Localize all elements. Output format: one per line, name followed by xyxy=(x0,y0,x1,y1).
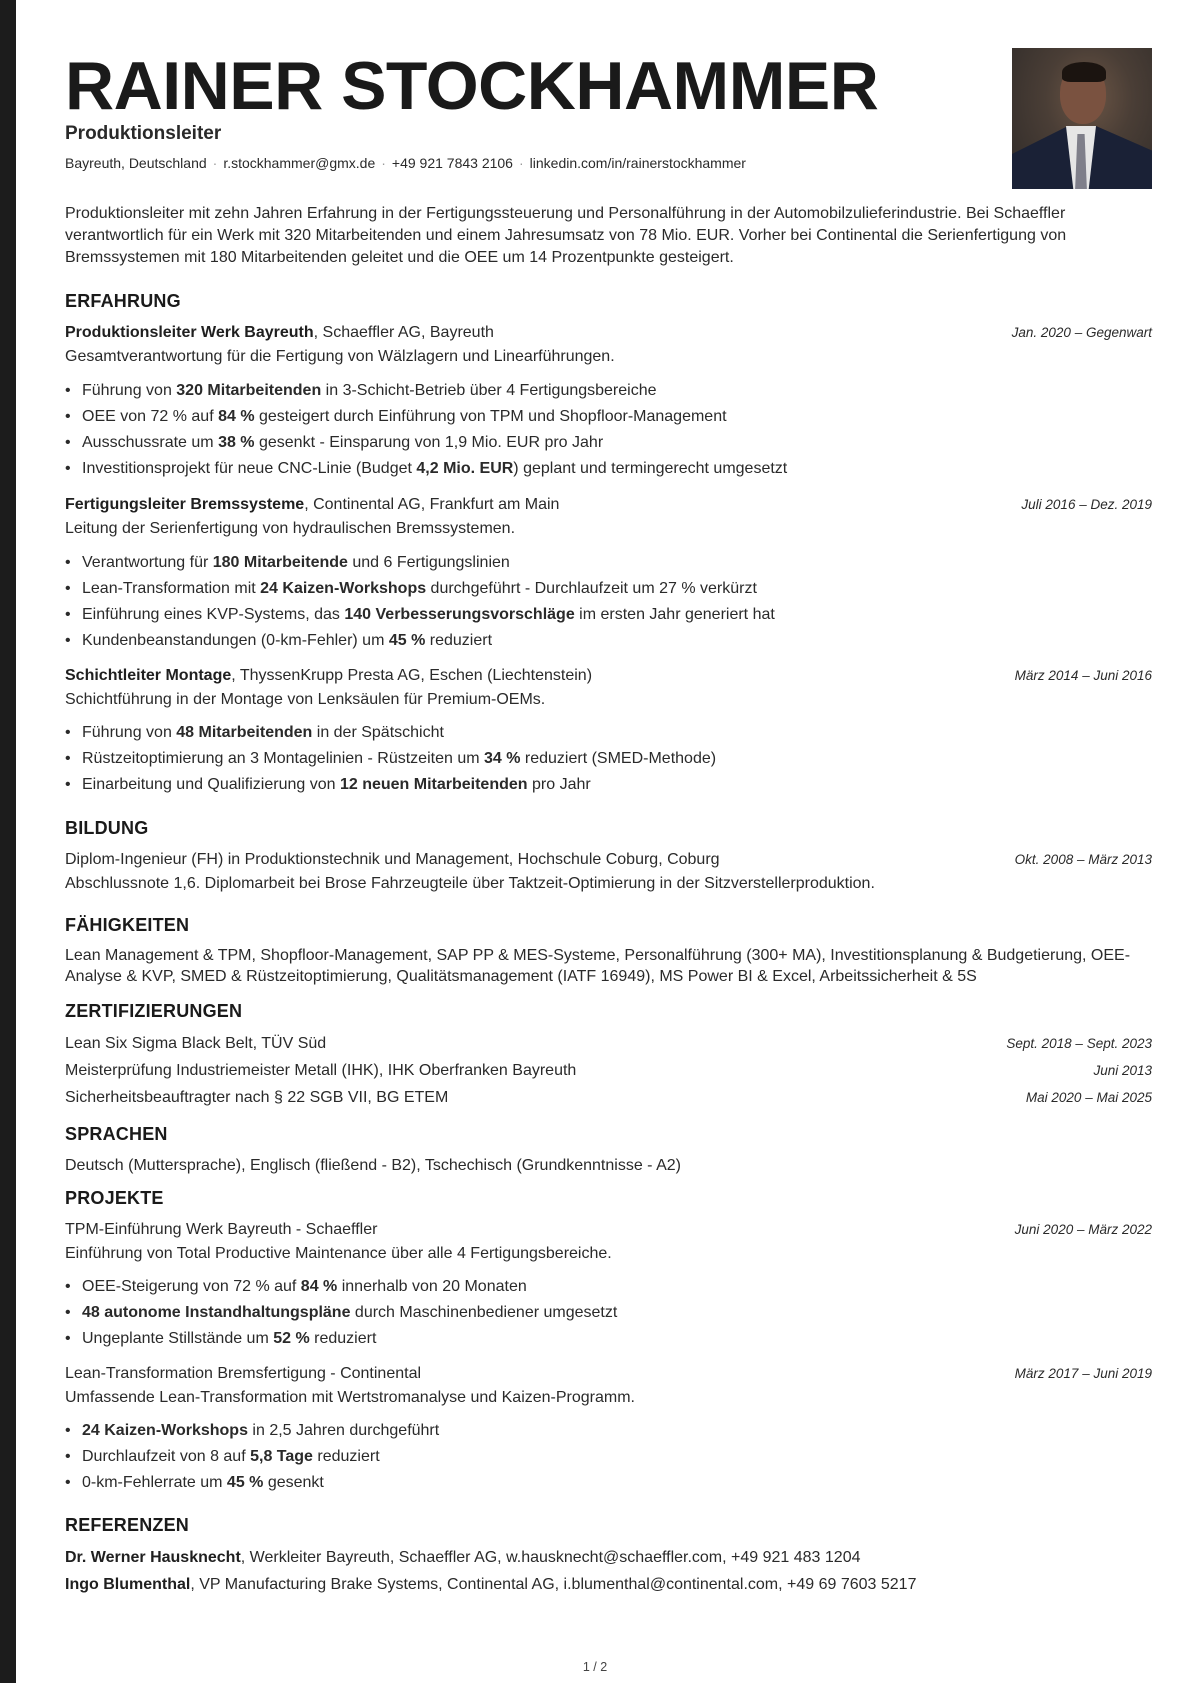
job-heading xyxy=(65,494,1152,516)
education-dates: Okt. 2008 – März 2013 xyxy=(1014,852,1152,867)
job-description: Schichtführung in der Montage von Lenksäulen für Premium-OEMs. xyxy=(65,691,546,708)
job-bullet: • Ausschussrate um 38 % gesenkt - Einsparung von 1,9 Mio. EUR pro Jahr xyxy=(82,432,603,454)
section-title-certifications: ZERTIFIZIERUNGEN xyxy=(65,1001,243,1021)
job-bullet: • OEE von 72 % auf 84 % gesteigert durch Einführung von TPM und Shopfloor-Management xyxy=(82,406,727,428)
job-heading xyxy=(65,665,1152,687)
project-bullet: • 0-km-Fehlerrate um 45 % gesenkt xyxy=(82,1472,324,1494)
job-bullet: • Rüstzeitoptimierung an 3 Montagelinien - Rüstzeiten um 34 % reduziert (SMED-Methode) xyxy=(82,748,716,770)
project-bullet: • Durchlaufzeit von 8 auf 5,8 Tage reduziert xyxy=(82,1446,380,1468)
contact-separator: · xyxy=(212,155,218,171)
project-bullet: • Ungeplante Stillstände um 52 % reduziert xyxy=(82,1328,376,1350)
reference-details: , Werkleiter Bayreuth, Schaeffler AG, w.hausknecht@schaeffler.com, +49 921 483 1204 xyxy=(240,1549,861,1566)
candidate-name: RAINER STOCKHAMMER xyxy=(65,48,879,124)
page-indicator: 1 / 2 xyxy=(582,1660,608,1674)
section-title-education: BILDUNG xyxy=(65,818,149,838)
education-degree: Diplom-Ingenieur (FH) in Produktionstechnik und Management, Hochschule Coburg, Coburg Okt. 2008 – März 2013 xyxy=(65,849,1152,871)
skills-list: Lean Management & TPM, Shopfloor-Management, SAP PP & MES-Systeme, Personalführung (300+ MA), Investitionsplanung & Budgetierung, OEE-Analyse & KVP, SMED & Rüstzeitoptimierung, Qualitätsmanagement (IATF 16949), MS Power BI & Excel, Arbeitssicherheit & 5S xyxy=(65,947,1131,985)
contact-location: Bayreuth, Deutschland xyxy=(65,155,207,171)
languages-list: Deutsch (Muttersprache), Englisch (fließend - B2), Tschechisch (Grundkenntnisse - A2) xyxy=(65,1157,681,1174)
section-title-experience: ERFAHRUNG xyxy=(65,291,181,311)
job-heading xyxy=(65,322,1152,344)
project-bullet: • 24 Kaizen-Workshops in 2,5 Jahren durchgeführt xyxy=(82,1420,439,1442)
job-bullet: • Einarbeitung und Qualifizierung von 12 neuen Mitarbeitenden pro Jahr xyxy=(82,774,591,796)
contact-linkedin[interactable]: linkedin.com/in/rainerstockhammer xyxy=(529,155,746,171)
reference-item xyxy=(65,1547,1152,1569)
project-description: Einführung von Total Productive Maintenance über alle 4 Fertigungsbereiche. xyxy=(65,1245,612,1262)
profile-photo xyxy=(1012,48,1152,189)
section-title-references: REFERENZEN xyxy=(65,1515,190,1535)
certification-item: Meisterprüfung Industriemeister Metall (IHK), IHK Oberfranken Bayreuth Juni 2013 xyxy=(65,1060,1152,1082)
resume-header xyxy=(65,0,1152,190)
contact-phone[interactable]: +49 921 7843 2106 xyxy=(391,155,513,171)
job-bullet: • Investitionsprojekt für neue CNC-Linie (Budget 4,2 Mio. EUR) geplant und termingerecht umgesetzt xyxy=(82,458,787,480)
reference-details: , VP Manufacturing Brake Systems, Continental AG, i.blumenthal@continental.com, +49 69 7603 5217 xyxy=(190,1576,917,1593)
project-dates: Juni 2020 – März 2022 xyxy=(1014,1222,1152,1237)
professional-summary: Produktionsleiter mit zehn Jahren Erfahrung in der Fertigungssteuerung und Personalführung in der Automobilzulieferindustrie. Bei Schaeffler verantwortlich für ein Werk mit 320 Mitarbeitenden und einem Jahresumsatz von 78 Mio. EUR. Vorher bei Continental die Serienfertigung von Bremssystemen mit 180 Mitarbeitenden geleitet und die OEE um 14 Prozentpunkte gesteigert. xyxy=(65,205,1067,266)
contact-email[interactable]: r.stockhammer@gmx.de xyxy=(223,155,376,171)
project-heading xyxy=(65,1363,1152,1385)
certification-item: Sicherheitsbeauftragter nach § 22 SGB VII, BG ETEM Mai 2020 – Mai 2025 xyxy=(65,1087,1152,1109)
job-role: Produktionsleiter Werk Bayreuth xyxy=(65,324,314,341)
project-title: Lean-Transformation Bremsfertigung - Continental xyxy=(65,1365,422,1382)
job-bullet: • Einführung eines KVP-Systems, das 140 Verbesserungsvorschläge im ersten Jahr generiert hat xyxy=(82,604,775,626)
certification-dates: Mai 2020 – Mai 2025 xyxy=(1025,1090,1152,1105)
project-title: TPM-Einführung Werk Bayreuth - Schaeffler xyxy=(65,1221,378,1238)
section-title-skills: FÄHIGKEITEN xyxy=(65,915,190,935)
reference-name: Ingo Blumenthal xyxy=(65,1576,191,1593)
project-dates: März 2017 – Juni 2019 xyxy=(1014,1366,1152,1381)
job-company: , Continental AG, Frankfurt am Main xyxy=(304,496,560,513)
candidate-title: Produktionsleiter xyxy=(65,123,222,144)
project-heading xyxy=(65,1219,1152,1241)
job-bullet: • Führung von 320 Mitarbeitenden in 3-Schicht-Betrieb über 4 Fertigungsbereiche xyxy=(82,380,657,402)
job-role: Fertigungsleiter Bremssysteme xyxy=(65,496,305,513)
job-bullet: • Kundenbeanstandungen (0-km-Fehler) um 45 % reduziert xyxy=(82,630,492,652)
contact-line xyxy=(65,155,746,171)
job-bullet: • Verantwortung für 180 Mitarbeitende und 6 Fertigungslinien xyxy=(82,552,510,574)
certification-dates: Juni 2013 xyxy=(1093,1063,1152,1078)
job-dates: März 2014 – Juni 2016 xyxy=(1014,668,1152,683)
project-description: Umfassende Lean-Transformation mit Wertstromanalyse und Kaizen-Programm. xyxy=(65,1389,635,1406)
job-dates: Jan. 2020 – Gegenwart xyxy=(1011,325,1152,340)
job-description: Gesamtverantwortung für die Fertigung von Wälzlagern und Linearführungen. xyxy=(65,348,615,365)
left-dark-bar xyxy=(0,0,16,1683)
section-title-languages: SPRACHEN xyxy=(65,1124,168,1144)
resume-page xyxy=(65,0,1152,1593)
education-note: Abschlussnote 1,6. Diplomarbeit bei Brose Fahrzeugteile über Taktzeit-Optimierung in der Sitzverstellerproduktion. xyxy=(65,875,875,892)
reference-name: Dr. Werner Hausknecht xyxy=(65,1549,241,1566)
job-bullet: • Führung von 48 Mitarbeitenden in der Spätschicht xyxy=(82,722,444,744)
contact-separator: · xyxy=(518,155,524,171)
section-title-projects: PROJEKTE xyxy=(65,1188,164,1208)
job-company: , Schaeffler AG, Bayreuth xyxy=(313,324,494,341)
project-bullet: • OEE-Steigerung von 72 % auf 84 % innerhalb von 20 Monaten xyxy=(82,1276,527,1298)
photo-hair-shape xyxy=(1062,62,1106,82)
job-company: , ThyssenKrupp Presta AG, Eschen (Liechtenstein) xyxy=(231,667,593,684)
job-dates: Juli 2016 – Dez. 2019 xyxy=(1021,497,1152,512)
certification-dates: Sept. 2018 – Sept. 2023 xyxy=(1006,1036,1152,1051)
project-bullet: • 48 autonome Instandhaltungspläne durch Maschinenbediener umgesetzt xyxy=(82,1302,617,1324)
reference-item xyxy=(65,1574,1152,1596)
certification-item: Lean Six Sigma Black Belt, TÜV Süd Sept. 2018 – Sept. 2023 xyxy=(65,1033,1152,1055)
job-bullet: • Lean-Transformation mit 24 Kaizen-Workshops durchgeführt - Durchlaufzeit um 27 % verkürzt xyxy=(82,578,757,600)
job-description: Leitung der Serienfertigung von hydraulischen Bremssystemen. xyxy=(65,520,516,537)
job-role: Schichtleiter Montage xyxy=(65,667,232,684)
contact-separator: · xyxy=(381,155,386,171)
